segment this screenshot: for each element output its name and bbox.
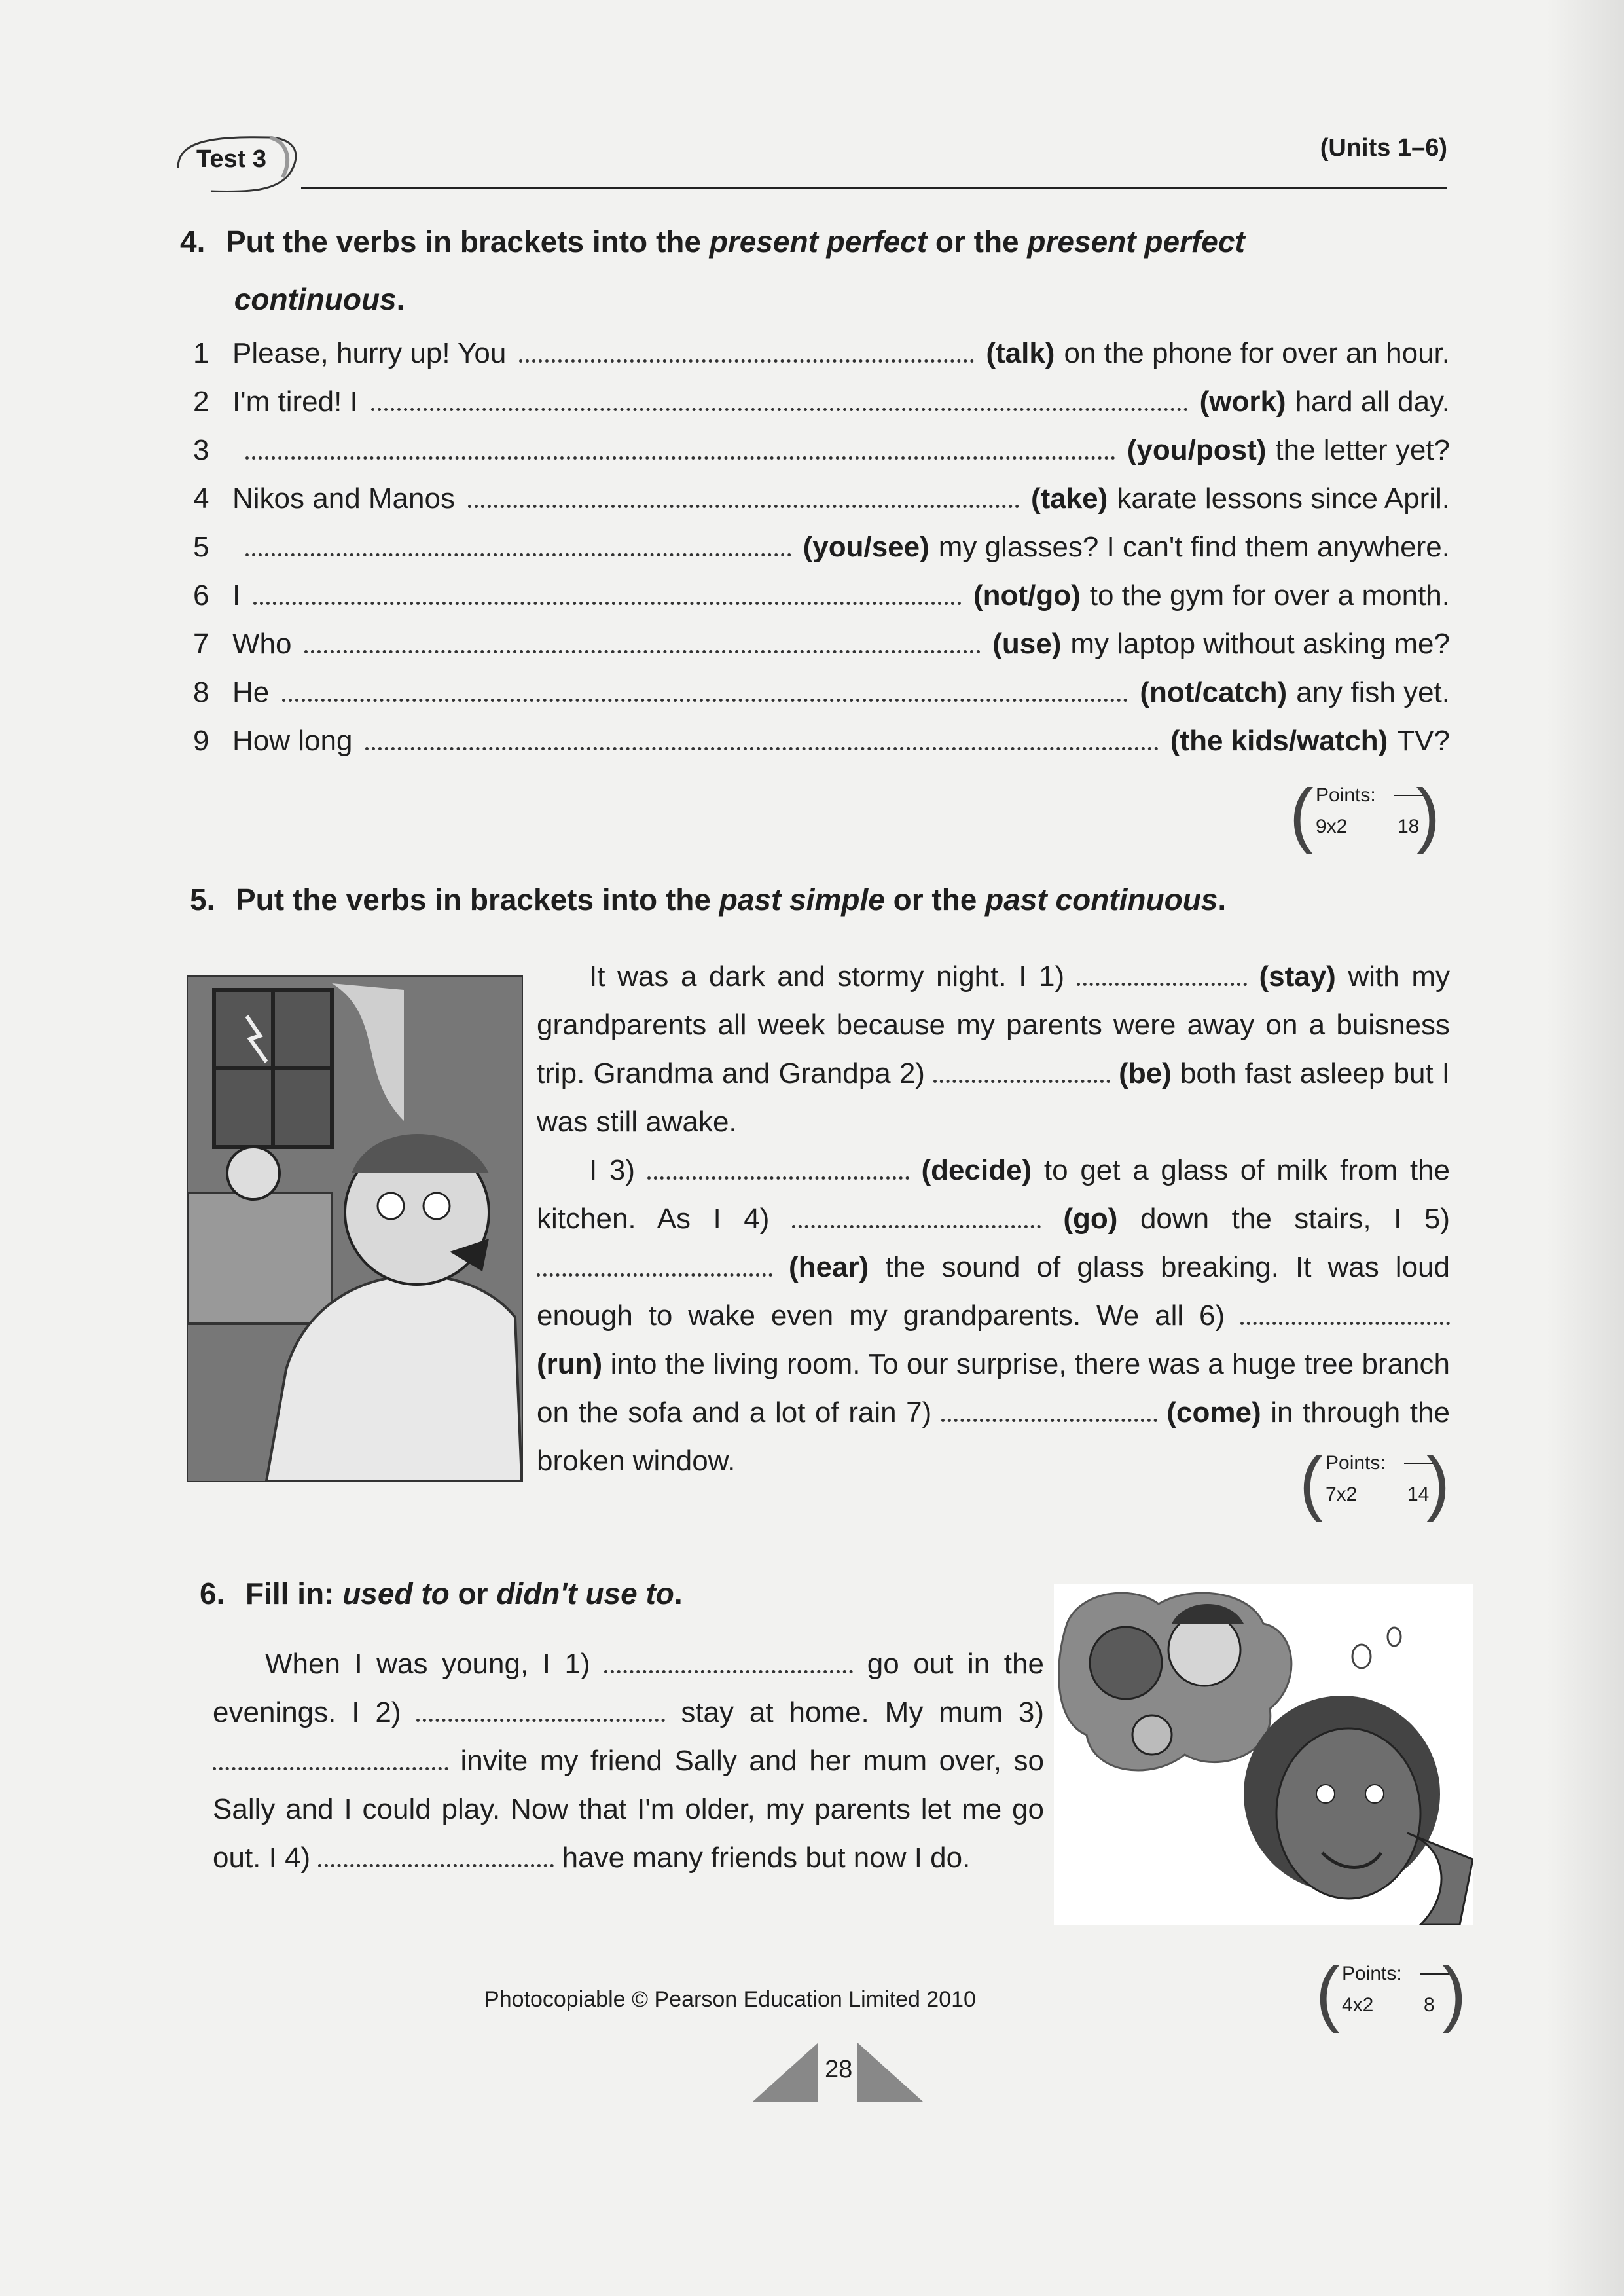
- ex5-text-segment: the sound of glass breaking. It was loud enough to wake even my grandparents. We all 6): [537, 1251, 1450, 1332]
- ex5-verb: (decide): [921, 1154, 1032, 1186]
- ex5-text-segment: into the living room. To our surprise, there was a huge tree branch on the sofa and a lot of rain 7): [537, 1348, 1450, 1429]
- answer-blank-7[interactable]: [941, 1406, 1157, 1422]
- ex4-list: [193, 337, 1450, 773]
- points-label: Points:: [1342, 1963, 1402, 1984]
- ex4-item: [193, 337, 1450, 386]
- answer-blank-4[interactable]: [318, 1851, 554, 1867]
- ex5-title-text: Put the verbs in brackets into the: [236, 883, 719, 917]
- item-number: 7: [193, 628, 209, 660]
- ex5-title-period: .: [1218, 883, 1227, 917]
- ex5-text-segment: down the stairs, I 5): [1140, 1203, 1450, 1235]
- ex6-text-segment: When I was young, I 1): [265, 1648, 590, 1680]
- header-rule: [301, 187, 1447, 189]
- ex4-item: [193, 434, 1450, 483]
- ex4-title-tense2-cont: continuous: [226, 282, 397, 316]
- ex4-points-box: ( Points: 9x2 18 ): [1290, 774, 1440, 855]
- item-start: Nikos and Manos: [232, 483, 455, 515]
- ex5-text-segment: both fast asleep but I was still awake.: [537, 1057, 1450, 1138]
- ex5-title-tense1: past simple: [719, 883, 885, 917]
- ex5-text-segment: with my grandparents all week because my parents were away on a buisness trip. Grandma and Grandpa 2): [537, 960, 1451, 1089]
- ex4-title: [180, 213, 1424, 328]
- item-verb: (work): [1199, 386, 1286, 418]
- item-start: He: [232, 676, 270, 708]
- item-start: Please, hurry up! You: [232, 337, 507, 369]
- ex6-title: [200, 1565, 985, 1622]
- item-number: 6: [193, 579, 209, 611]
- answer-blank[interactable]: [245, 553, 791, 556]
- answer-blank[interactable]: [282, 699, 1128, 702]
- item-end: my laptop without asking me?: [1070, 628, 1450, 660]
- item-end: my glasses? I can't find them anywhere.: [938, 531, 1450, 563]
- item-verb: (use): [992, 628, 1062, 660]
- ex5-title-or: or the: [884, 883, 986, 917]
- ex6-number: 6.: [200, 1576, 225, 1611]
- answer-blank-6[interactable]: [1240, 1309, 1450, 1325]
- item-end: to the gym for over a month.: [1089, 579, 1450, 611]
- item-end: any fish yet.: [1296, 676, 1450, 708]
- ex5-paragraph-1: [537, 953, 1450, 1146]
- answer-blank[interactable]: [245, 456, 1115, 460]
- answer-blank[interactable]: [253, 602, 962, 605]
- item-start: I: [232, 579, 241, 611]
- answer-blank[interactable]: [468, 505, 1019, 508]
- ex4-title-period: .: [396, 282, 405, 316]
- ex6-title-option2: didn't use to: [496, 1576, 674, 1611]
- item-start: I'm tired! I: [232, 386, 358, 418]
- points-calc: 7x2: [1326, 1484, 1358, 1505]
- item-number: 5: [193, 531, 209, 563]
- answer-blank-2[interactable]: [416, 1705, 665, 1722]
- points-total: 18: [1398, 816, 1420, 837]
- ex5-verb: (stay): [1259, 960, 1336, 993]
- item-end: TV?: [1397, 725, 1450, 757]
- item-start: How long: [232, 725, 353, 757]
- ex5-text-segment: to get a glass of milk from the kitchen. As I 4): [537, 1154, 1450, 1235]
- item-number: 1: [193, 337, 209, 369]
- item-end: on the phone for over an hour.: [1064, 337, 1450, 369]
- page-number: 28: [825, 2056, 853, 2083]
- ex4-item: [193, 483, 1450, 531]
- ex4-item: [193, 386, 1450, 434]
- ex4-item: [193, 725, 1450, 773]
- item-number: 9: [193, 725, 209, 757]
- test-label: Test 3: [196, 145, 267, 173]
- ex6-paragraph: [213, 1640, 1044, 1882]
- ex5-verb: (come): [1166, 1396, 1261, 1429]
- answer-blank[interactable]: [365, 747, 1158, 750]
- item-verb: (you/post): [1127, 434, 1267, 466]
- girls-playing-memory-illustration: [1054, 1584, 1473, 1925]
- ex5-verb: (be): [1119, 1057, 1172, 1089]
- ex5-text-segment: in through the broken window.: [537, 1396, 1450, 1477]
- footer: [0, 1987, 1624, 2013]
- ex4-title-tense1: present perfect: [709, 225, 928, 259]
- ex6-title-or: or: [449, 1576, 497, 1611]
- item-verb: (the kids/watch): [1170, 725, 1388, 757]
- ex6-title-option1: used to: [342, 1576, 450, 1611]
- answer-blank-3[interactable]: [213, 1754, 448, 1770]
- ex4-title-tense2: present perfect: [1027, 225, 1245, 259]
- answer-blank-4[interactable]: [792, 1212, 1041, 1228]
- ex5-verb: (go): [1063, 1203, 1118, 1235]
- ex6-title-text: Fill in:: [245, 1576, 343, 1611]
- answer-blank-2[interactable]: [933, 1066, 1110, 1083]
- ex4-title-text: Put the verbs in brackets into the: [226, 225, 710, 259]
- ex5-verb: (hear): [789, 1251, 869, 1283]
- answer-blank[interactable]: [371, 408, 1188, 411]
- item-number: 3: [193, 434, 209, 466]
- ex6-title-period: .: [674, 1576, 683, 1611]
- item-verb: (you/see): [803, 531, 929, 563]
- item-verb: (talk): [986, 337, 1055, 369]
- item-end: the letter yet?: [1275, 434, 1450, 466]
- units-label: (Units 1–6): [1320, 134, 1447, 162]
- ex6-text-segment: invite my friend Sally and her mum over, so Sally and I could play. Now that I'm older, my parents let me go out. I 4): [213, 1745, 1044, 1874]
- page-edge-shadow: [1545, 0, 1624, 2296]
- ex4-number: 4.: [180, 225, 206, 259]
- points-calc: 9x2: [1316, 816, 1348, 837]
- item-start: Who: [232, 628, 292, 660]
- alarm-clock-icon: [227, 1147, 280, 1199]
- ex6-text-segment: have many friends but now I do.: [562, 1842, 971, 1874]
- ex6-text-segment: go out in the evenings. I 2): [213, 1648, 1044, 1728]
- answer-blank-5[interactable]: [537, 1260, 772, 1277]
- item-verb: (not/go): [973, 579, 1081, 611]
- ex4-item: [193, 579, 1450, 628]
- answer-blank[interactable]: [519, 359, 974, 363]
- item-end: hard all day.: [1295, 386, 1450, 418]
- answer-blank-1[interactable]: [604, 1657, 853, 1673]
- points-label: Points:: [1316, 784, 1376, 806]
- item-number: 4: [193, 483, 209, 515]
- item-number: 2: [193, 386, 209, 418]
- ex5-text-segment: I 3): [589, 1154, 636, 1186]
- ex4-item: [193, 531, 1450, 579]
- answer-blank[interactable]: [304, 650, 981, 653]
- item-number: 8: [193, 676, 209, 708]
- ex5-text-segment: It was a dark and stormy night. I 1): [589, 960, 1065, 993]
- points-total: 14: [1407, 1484, 1430, 1505]
- ex4-item: [193, 628, 1450, 676]
- item-verb: (take): [1030, 483, 1108, 515]
- ex6-text: [213, 1640, 1044, 1882]
- points-total: 8: [1424, 1994, 1435, 2016]
- answer-blank-3[interactable]: [647, 1163, 909, 1180]
- item-end: karate lessons since April.: [1117, 483, 1450, 515]
- ex5-story: [537, 953, 1450, 1485]
- points-calc: 4x2: [1342, 1994, 1374, 2016]
- ex5-number: 5.: [190, 883, 215, 917]
- ex5-paragraph-2: [537, 1146, 1450, 1485]
- copyright-notice: Photocopiable © Pearson Education Limited 2010: [484, 1987, 976, 2012]
- answer-blank-1[interactable]: [1077, 970, 1247, 986]
- ex6-points-box: ( Points: 4x2 8 ): [1316, 1953, 1466, 2033]
- girl-awake-at-night-illustration: [187, 975, 523, 1482]
- ex5-title-tense2: past continuous: [985, 883, 1218, 917]
- ex5-title: [190, 871, 1434, 928]
- ex6-text-segment: stay at home. My mum 3): [681, 1696, 1045, 1728]
- ex5-verb: (run): [537, 1348, 603, 1380]
- ex4-title-or: or the: [927, 225, 1028, 259]
- ex4-item: [193, 676, 1450, 725]
- points-label: Points:: [1326, 1452, 1386, 1474]
- ex5-points-box: ( Points: 7x2 14 ): [1299, 1442, 1450, 1523]
- item-verb: (not/catch): [1140, 676, 1288, 708]
